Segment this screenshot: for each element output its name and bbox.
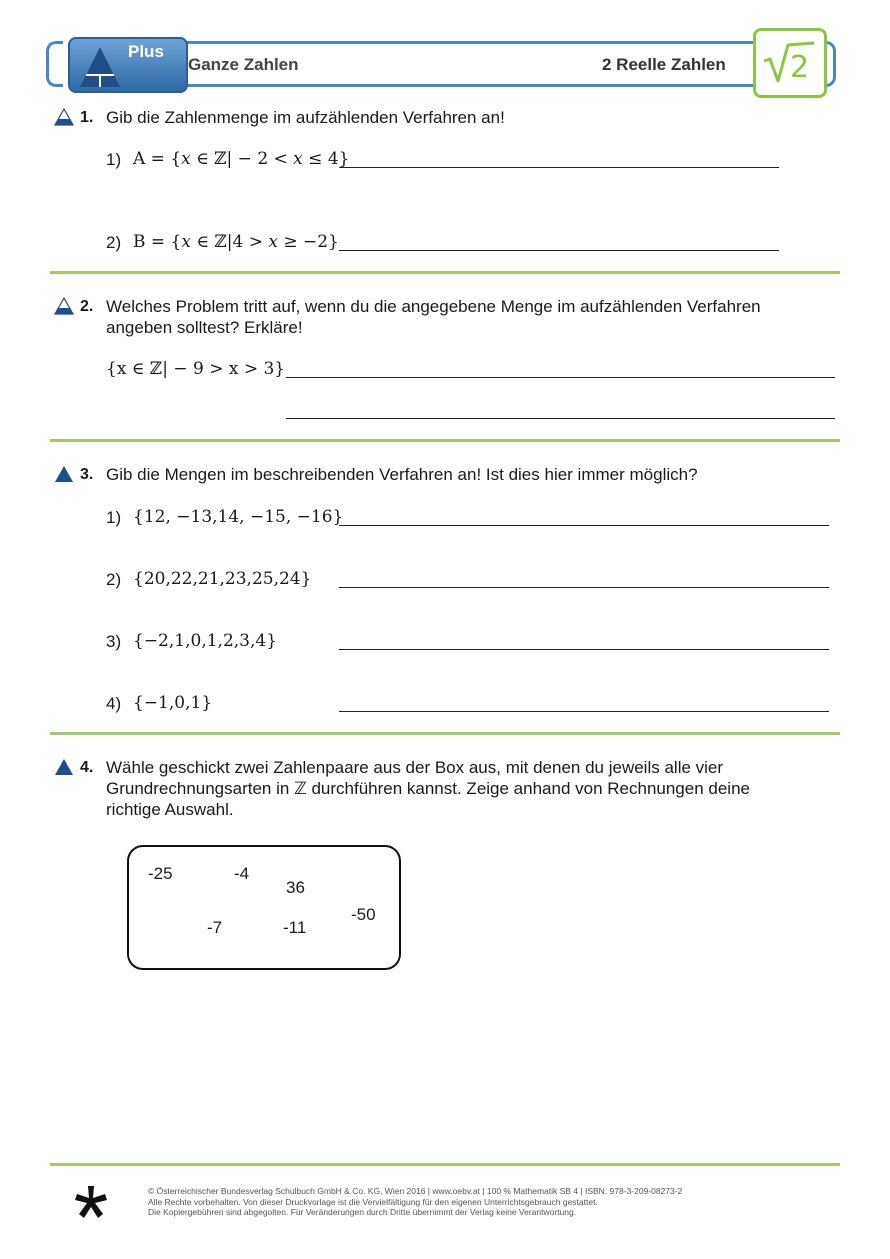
answer-line[interactable] bbox=[286, 418, 835, 419]
question-text: Gib die Zahlenmenge im aufzählenden Verfahren an! bbox=[106, 108, 505, 127]
sqrt-two-badge bbox=[753, 28, 827, 98]
footer-divider bbox=[50, 1163, 840, 1166]
question-number: 1. bbox=[80, 109, 94, 126]
publisher-logo-icon bbox=[72, 1184, 110, 1222]
section-divider bbox=[50, 271, 840, 274]
svg-text:2: 2 bbox=[790, 50, 810, 85]
question-text-line2: Grundrechnungsarten in ℤ durchführen kannst. Zeige anhand von Rechnungen deine bbox=[106, 779, 750, 798]
question-text-line2: angeben solltest? Erkläre! bbox=[106, 318, 303, 337]
item-label: 2) bbox=[106, 570, 122, 589]
rights-line: Alle Rechte vorbehalten. Von dieser Druckvorlage ist die Vervielfältigung für den eigenen Unterrichtsgebrauch gestattet. bbox=[148, 1196, 598, 1207]
answer-line[interactable] bbox=[339, 649, 829, 650]
question-number: 4. bbox=[80, 759, 94, 776]
sqrt-two-icon bbox=[756, 31, 824, 95]
header-bracket-left bbox=[46, 41, 63, 87]
header-line-top bbox=[106, 41, 776, 44]
box-number[interactable]: -7 bbox=[207, 918, 223, 937]
set-expression: {x ∈ ℤ| − 9 > x > 3} bbox=[106, 359, 286, 379]
question-text: Gib die Mengen im beschreibenden Verfahren an! Ist dies hier immer möglich? bbox=[106, 465, 698, 484]
box-number[interactable]: -4 bbox=[234, 864, 250, 883]
box-number[interactable]: -25 bbox=[148, 864, 173, 883]
set-expression: {20,22,21,23,25,24} bbox=[133, 569, 312, 589]
difficulty-pyramid-icon bbox=[54, 465, 74, 483]
question-text-line3: richtige Auswahl. bbox=[106, 800, 234, 819]
difficulty-pyramid-icon bbox=[54, 108, 74, 126]
item-label: 1) bbox=[106, 150, 122, 169]
question-text-line1: Wähle geschickt zwei Zahlenpaare aus der Box aus, mit denen du jeweils alle vier bbox=[106, 758, 724, 777]
plus-logo bbox=[68, 37, 188, 93]
page-title: Ganze Zahlen bbox=[188, 55, 299, 74]
answer-line[interactable] bbox=[339, 167, 779, 168]
item-label: 3) bbox=[106, 632, 122, 651]
difficulty-pyramid-icon bbox=[54, 297, 74, 315]
item-label: 4) bbox=[106, 694, 122, 713]
question-text-line1: Welches Problem tritt auf, wenn du die angegebene Menge im aufzählenden Verfahren bbox=[106, 297, 761, 316]
section-divider bbox=[50, 439, 840, 442]
box-number[interactable]: -11 bbox=[283, 918, 307, 937]
answer-line[interactable] bbox=[339, 250, 779, 251]
answer-line[interactable] bbox=[339, 711, 829, 712]
box-number[interactable]: -50 bbox=[351, 905, 376, 924]
set-expression: {12, −13,14, −15, −16} bbox=[133, 507, 344, 527]
set-expression: B = {𝑥 ∈ ℤ|4 > 𝑥 ≥ −2} bbox=[133, 232, 339, 252]
section-divider bbox=[50, 732, 840, 735]
difficulty-pyramid-icon bbox=[54, 758, 74, 776]
copyright-notice bbox=[148, 1186, 682, 1218]
header-line-bottom bbox=[106, 84, 776, 87]
box-number[interactable]: 36 bbox=[286, 878, 305, 897]
set-expression: {−2,1,0,1,2,3,4} bbox=[133, 631, 278, 651]
fees-line: Die Kopiergebühren sind abgegolten. Für Veränderungen durch Dritte übernimmt der Verlag keine Verantwortung. bbox=[148, 1207, 577, 1217]
answer-line[interactable] bbox=[339, 587, 829, 588]
item-label: 2) bbox=[106, 233, 122, 252]
answer-line[interactable] bbox=[339, 525, 829, 526]
answer-line[interactable] bbox=[286, 377, 835, 378]
logo-label: Plus bbox=[128, 42, 164, 61]
question-number: 2. bbox=[80, 298, 94, 315]
item-label: 1) bbox=[106, 508, 122, 527]
set-expression: A = {𝑥 ∈ ℤ| − 2 < 𝑥 ≤ 4} bbox=[133, 149, 350, 169]
set-expression: {−1,0,1} bbox=[133, 693, 213, 713]
chapter-title: 2 Reelle Zahlen bbox=[602, 55, 726, 74]
copyright-line: © Österreichischer Bundesverlag Schulbuch GmbH & Co. KG, Wien 2016 | www.oebv.at | 100 % Mathematik SB 4 | ISBN: 978-3-209-08273-2 bbox=[148, 1186, 683, 1196]
question-number: 3. bbox=[80, 466, 94, 483]
